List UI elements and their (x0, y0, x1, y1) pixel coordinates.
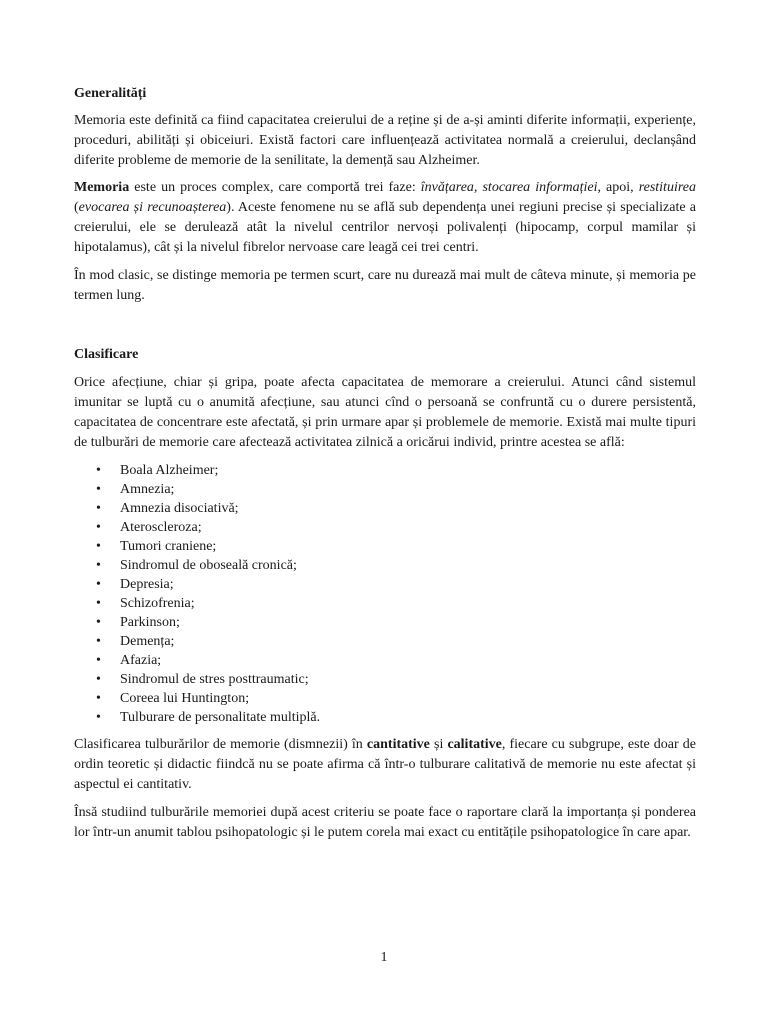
list-item (74, 480, 696, 499)
list-item-text: Tumori craniene; (120, 539, 217, 554)
section-heading-classification: Clasificare (74, 347, 139, 362)
list-item (74, 632, 696, 651)
bullet-icon: • (96, 577, 101, 592)
list-item (74, 556, 696, 575)
text-run: Clasificarea tulburărilor de memorie (dismnezii) în (74, 737, 367, 752)
list-item-text: Ateroscleroza; (120, 520, 202, 535)
text-run: și (429, 737, 448, 752)
paragraph-classification-criteria: Însă studiind tulburările memoriei după acest criteriu se poate face o raportare clară la importanța și ponderea lor într-un anumit tablou psihopatologic și le putem corela mai exact cu entitățile psihopatologice în care apar. (74, 805, 696, 840)
list-item (74, 613, 696, 632)
bold-term-cantitative: cantitative (366, 737, 430, 752)
bullet-icon: • (96, 615, 101, 630)
bullet-icon: • (96, 558, 101, 573)
list-item (74, 670, 696, 689)
list-item (74, 689, 696, 708)
list-item-text: Schizofrenia; (120, 596, 195, 611)
list-item-text: Depresia; (120, 577, 174, 592)
list-item (74, 461, 696, 480)
bullet-icon: • (96, 634, 101, 649)
text-run: ( (74, 200, 79, 215)
bullet-icon: • (96, 501, 101, 516)
paragraph-definition: Memoria este definită ca fiind capacitatea creierului de a reține și de a-și aminti diferite informații, experiențe, proceduri, abilități și obiceiuri. Există factori care influențează activitatea normală a creierului, declanșând diferite probleme de memorie de la senilitate, la demență sau Alzheimer. (74, 113, 696, 168)
bullet-icon: • (96, 520, 101, 535)
paragraph-classification-types (74, 735, 696, 795)
text-run: , fiecare cu subgrupe, este doar de ordin teoretic și didactic fiindcă nu se poate afirma că într-o tulburare calitativă de memorie nu este afectat și aspectul ei cantitativ. (74, 737, 697, 792)
disorder-list (74, 461, 696, 727)
paragraph-memory-types: În mod clasic, se distinge memoria pe termen scurt, care nu durează mai mult de câteva minute, și memoria pe termen lung. (74, 268, 696, 303)
italic-run: evocarea și recunoașterea (78, 200, 227, 215)
list-item-text: Demența; (120, 634, 175, 649)
bullet-icon: • (96, 710, 101, 725)
list-item-text: Parkinson; (120, 615, 180, 630)
list-item-text: Sindromul de oboseală cronică; (120, 558, 297, 573)
section-heading-general: Generalități (74, 86, 147, 101)
list-item-text: Afazia; (120, 653, 162, 668)
text-run: , apoi, (597, 180, 639, 195)
list-item-text: Coreea lui Huntington; (120, 691, 250, 706)
italic-run: învățarea, stocarea informației (420, 180, 598, 195)
list-item (74, 518, 696, 537)
bold-term-calitative: calitative (447, 737, 502, 752)
bullet-icon: • (96, 463, 101, 478)
paragraph-classification-intro: Orice afecțiune, chiar și gripa, poate afecta capacitatea de memorare a creierului. Atunci când sistemul imunitar se luptă cu o anumită afecțiune, sau atunci cînd o persoană se confruntă cu o durere persistentă, capacitatea de concentrare este afectată, și prin urmare apar și problemele de memorie. Există mai multe tipuri de tulburări de memorie care afectează activitatea zilnică a oricărui individ, printre acestea se află: (74, 375, 696, 450)
list-item (74, 575, 696, 594)
bullet-icon: • (96, 691, 101, 706)
list-item-text: Tulburare de personalitate multiplă. (120, 710, 321, 725)
bullet-icon: • (96, 596, 101, 611)
list-item (74, 537, 696, 556)
text-run: ). Aceste fenomene nu se află sub dependența unei regiuni precise și specializate a creierului, ele se derulează atât la nivelul centrilor nervoși polivalenți (hipocamp, corpul mamilar și hipotalamus), cât și la nivelul fibrelor nervoase care leagă cei trei centri. (74, 200, 696, 255)
list-item-text: Boala Alzheimer; (120, 463, 219, 478)
list-item-text: Amnezia disociativă; (120, 501, 239, 516)
list-item (74, 708, 696, 727)
list-item-text: Sindromul de stres posttraumatic; (120, 672, 309, 687)
list-item (74, 651, 696, 670)
italic-run: restituirea (638, 180, 696, 195)
bullet-icon: • (96, 672, 101, 687)
bullet-icon: • (96, 539, 101, 554)
bullet-icon: • (96, 653, 101, 668)
text-run: este un proces complex, care comportă trei faze: (129, 180, 421, 195)
document-page (74, 84, 696, 843)
list-item-text: Amnezia; (120, 482, 175, 497)
page-number: 1 (380, 950, 388, 965)
paragraph-memory-process (74, 178, 696, 258)
bullet-icon: • (96, 482, 101, 497)
list-item (74, 499, 696, 518)
bold-term-memoria: Memoria (74, 180, 130, 195)
list-item (74, 594, 696, 613)
